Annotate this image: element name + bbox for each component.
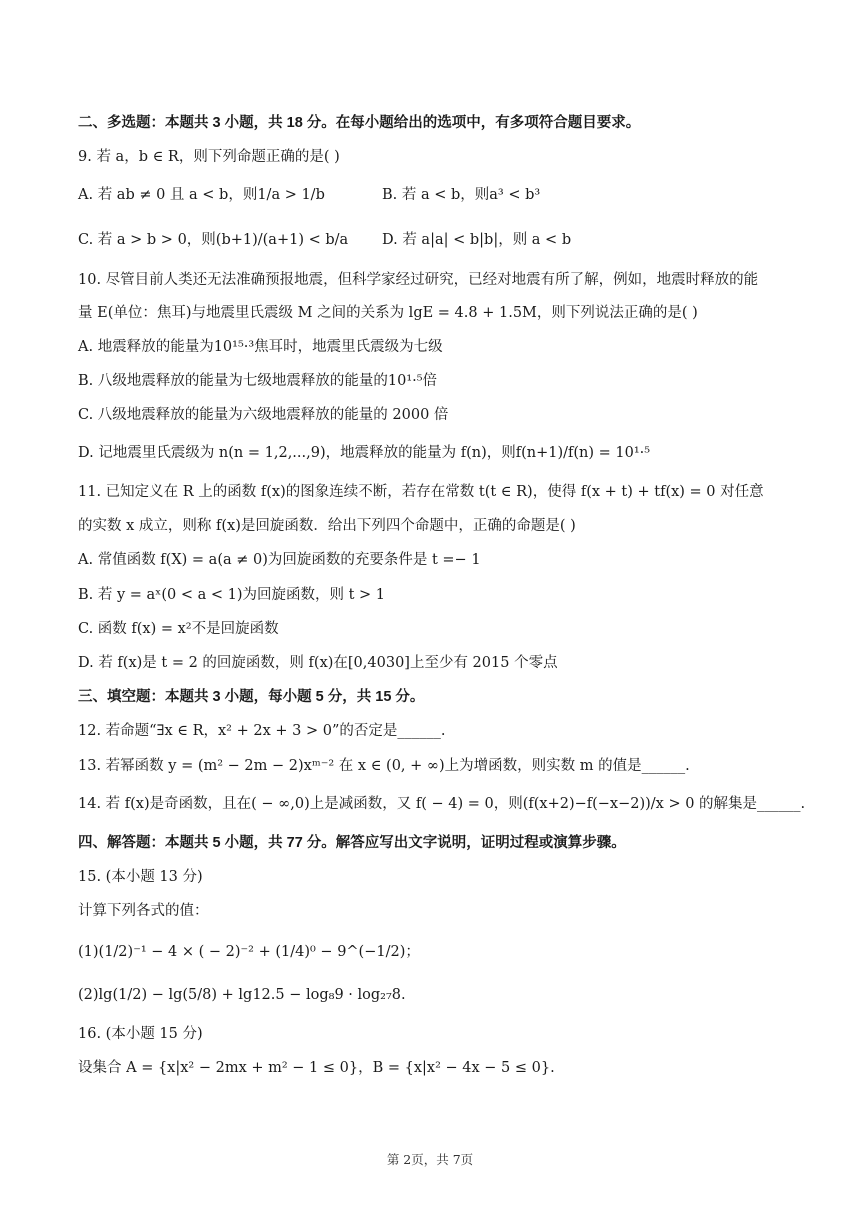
question-16-text: 设集合 A = {x|x² − 2mx + m² − 1 ≤ 0}，B = {x|x² − 4x − 5 ≤ 0}. xyxy=(78,1060,555,1076)
question-10-option-b: B. 八级地震释放的能量为七级地震释放的能量的10¹·⁵倍 xyxy=(78,373,438,389)
section-heading-multiple-choice: 二、多选题：本题共 3 小题，共 18 分。在每小题给出的选项中，有多项符合题目要求。 xyxy=(78,115,641,131)
page-footer: 第 2页，共 7页 xyxy=(386,1152,474,1167)
question-15-score: 15. (本小题 13 分) xyxy=(78,869,203,885)
question-13: 13. 若幂函数 y = (m² − 2m − 2)xᵐ⁻² 在 x ∈ (0, + ∞)上为增函数，则实数 m 的值是______. xyxy=(78,758,690,774)
question-11-stem-line1: 11. 已知定义在 R 上的函数 f(x)的图象连续不断，若存在常数 t(t ∈ R)，使得 f(x + t) + tf(x) = 0 对任意 xyxy=(78,484,764,500)
question-10-option-c: C. 八级地震释放的能量为六级地震释放的能量的 2000 倍 xyxy=(78,407,449,423)
question-12: 12. 若命题“∃x ∈ R，x² + 2x + 3 > 0”的否定是______. xyxy=(78,723,446,739)
question-11-option-d: D. 若 f(x)是 t = 2 的回旋函数，则 f(x)在[0,4030]上至少有 2015 个零点 xyxy=(78,655,558,671)
question-9-option-b: B. 若 a < b，则a³ < b³ xyxy=(382,187,541,203)
question-10-option-a: A. 地震释放的能量为10¹⁵·³焦耳时，地震里氏震级为七级 xyxy=(78,339,443,355)
question-10-option-d: D. 记地震里氏震级为 n(n = 1,2,...,9)，地震释放的能量为 f(n)，则f(n+1)/f(n) = 10¹·⁵ xyxy=(78,445,651,461)
question-15-intro: 计算下列各式的值： xyxy=(78,903,209,919)
question-9-option-a: A. 若 ab ≠ 0 且 a < b，则1/a > 1/b xyxy=(78,187,325,203)
section-heading-fill-in: 三、填空题：本题共 3 小题，每小题 5 分，共 15 分。 xyxy=(78,689,425,705)
question-9-option-d: D. 若 a|a| < b|b|，则 a < b xyxy=(382,232,572,248)
question-15-part-2: (2)lg(1/2) − lg(5/8) + lg12.5 − log₈9 · log₂₇8. xyxy=(78,987,406,1003)
question-16-score: 16. (本小题 15 分) xyxy=(78,1026,203,1042)
section-heading-solutions: 四、解答题：本题共 5 小题，共 77 分。解答应写出文字说明，证明过程或演算步骤。 xyxy=(78,835,626,851)
question-11-option-b: B. 若 y = aˣ(0 < a < 1)为回旋函数，则 t > 1 xyxy=(78,587,386,603)
question-15-part-1: (1)(1/2)⁻¹ − 4 × ( − 2)⁻² + (1/4)⁰ − 9^(−1/2)； xyxy=(78,944,420,960)
question-10-stem-line1: 10. 尽管目前人类还无法准确预报地震，但科学家经过研究，已经对地震有所了解，例如，地震时释放的能 xyxy=(78,272,759,288)
question-9-option-c: C. 若 a > b > 0，则(b+1)/(a+1) < b/a xyxy=(78,232,349,248)
question-11-stem-line2: 的实数 x 成立，则称 f(x)是回旋函数．给出下列四个命题中，正确的命题是( ) xyxy=(78,518,576,534)
question-11-option-a: A. 常值函数 f(X) = a(a ≠ 0)为回旋函数的充要条件是 t =− 1 xyxy=(78,552,481,568)
question-14: 14. 若 f(x)是奇函数，且在( − ∞,0)上是减函数，又 f( − 4) = 0，则(f(x+2)−f(−x−2))/x > 0 的解集是______. xyxy=(78,796,806,812)
question-11-option-c: C. 函数 f(x) = x²不是回旋函数 xyxy=(78,621,279,637)
question-10-stem-line2: 量 E(单位：焦耳)与地震里氏震级 M 之间的关系为 lgE = 4.8 + 1.5M，则下列说法正确的是( ) xyxy=(78,305,698,321)
question-9-stem: 9. 若 a，b ∈ R，则下列命题正确的是( ) xyxy=(78,149,340,165)
